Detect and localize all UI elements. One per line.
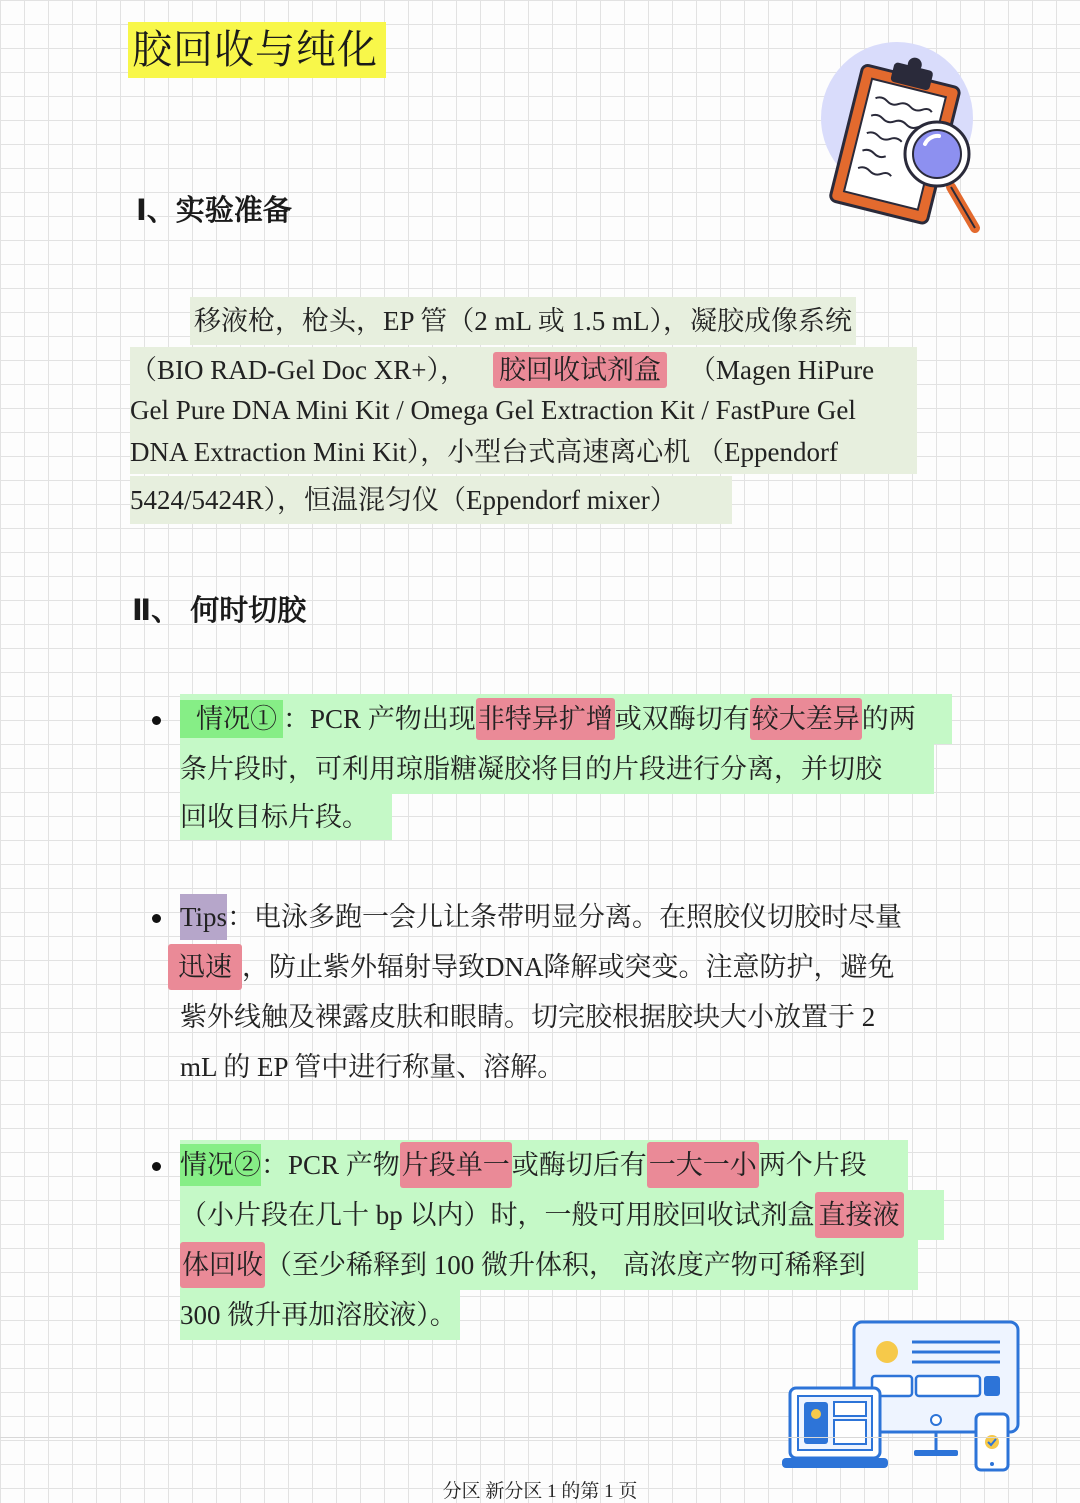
highlight-quickly: 迅速	[168, 944, 242, 990]
highlight-recovery: 体回收	[180, 1242, 265, 1288]
page-divider	[0, 1437, 1080, 1438]
case2-line-4: 300 微升再加溶胶液）。	[180, 1300, 457, 1330]
bullet-icon	[152, 716, 161, 725]
case1-text-c: 或双酶切有	[614, 704, 750, 734]
highlight-large-difference: 较大差异	[750, 698, 862, 740]
case1-text-a: ：PCR 产物出现	[283, 704, 476, 734]
bullet-icon	[152, 914, 161, 923]
tips-text-a: ：电泳多跑一会儿让条带明显分离。在照胶仪切胶时尽量	[227, 902, 903, 932]
case2-label: 情况②	[180, 1144, 261, 1186]
page-title: 胶回收与纯化	[128, 22, 386, 78]
section-heading-when-to-cut: Ⅱ、 何时切胶	[132, 593, 307, 627]
prep-line-4: DNA Extraction Mini Kit），小型台式高速离心机 （Eppendorf	[130, 437, 838, 467]
highlight-nonspecific: 非特异扩增	[476, 698, 615, 740]
tips-line-4: mL 的 EP 管中进行称量、溶解。	[180, 1052, 565, 1082]
case2-text-c: 或酶切后有	[511, 1150, 647, 1180]
highlight-single-fragment: 片段单一	[400, 1142, 512, 1188]
highlight-direct-liquid: 直接液	[815, 1192, 904, 1238]
devices-dashboard-icon	[780, 1318, 1025, 1478]
prep-line-2c: （Magen HiPure	[688, 355, 875, 385]
case2-text-e: 两个片段	[758, 1150, 867, 1180]
highlight-one-large-one-small: 一大一小	[647, 1142, 759, 1188]
prep-line-5: 5424/5424R），恒温混匀仪（Eppendorf mixer）	[130, 485, 677, 515]
case2-text-a: ：PCR 产物	[261, 1150, 400, 1180]
case1-line-2: 条片段时，可利用琼脂糖凝胶将目的片段进行分离，并切胶	[180, 754, 882, 784]
prep-line-3: Gel Pure DNA Mini Kit / Omega Gel Extraction Kit / FastPure Gel	[130, 395, 856, 425]
tips-line-3: 紫外线触及裸露皮肤和眼睛。切完胶根据胶块大小放置于 2	[180, 1002, 876, 1032]
case1-line-3: 回收目标片段。	[180, 802, 369, 832]
highlight-gel-kit: 胶回收试剂盒	[493, 352, 667, 388]
clipboard-magnifier-icon	[815, 42, 985, 237]
tips-label: Tips	[180, 894, 227, 940]
bullet-icon	[152, 1162, 161, 1171]
page-footer: 分区 新分区 1 的第 1 页	[442, 1481, 638, 1502]
tips-text-c: ，防止紫外辐射导致DNA降解或突变。注意防护，避免	[242, 952, 895, 982]
case2-line-3b: （至少稀释到 100 微升体积， 高浓度产物可稀释到	[265, 1250, 866, 1280]
case1-label: 情况①	[180, 700, 283, 738]
case2-line-2a: （小片段在几十 bp 以内）时，一般可用胶回收试剂盒	[180, 1200, 815, 1230]
prep-line-2a: （BIO RAD-Gel Doc XR+），	[130, 355, 467, 385]
prep-line-1: 移液枪，枪头，EP 管（2 mL 或 1.5 mL），凝胶成像系统	[194, 306, 852, 336]
case1-text-e: 的两	[861, 704, 916, 734]
section-heading-preparation: Ⅰ、实验准备	[136, 193, 292, 227]
